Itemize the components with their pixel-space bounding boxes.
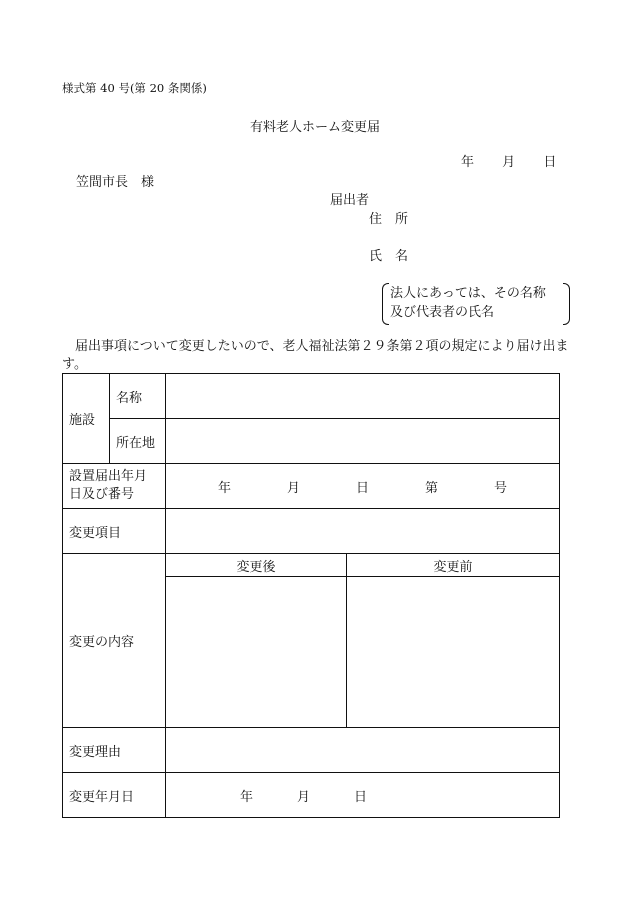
change-items-field[interactable] — [166, 509, 560, 554]
statement: 届出事項について変更したいので、老人福祉法第２９条第２項の規定により届け出ます。 — [62, 339, 569, 372]
document-title: 有料老人ホーム変更届 — [249, 120, 380, 135]
setup-number-suffix: 号 — [493, 480, 507, 496]
facility-location-field[interactable] — [166, 419, 560, 464]
notifier-label: 届出者 — [330, 193, 370, 208]
change-content-label: 変更の内容 — [63, 554, 166, 728]
table-row — [63, 419, 560, 464]
table-row — [63, 554, 560, 577]
date-day: 日 — [543, 155, 557, 170]
change-month: 月 — [297, 789, 311, 805]
setup-day: 日 — [355, 480, 369, 496]
before-field[interactable] — [347, 577, 560, 728]
form-number: 様式第 40 号(第 20 条関係) — [62, 81, 207, 95]
table-row — [63, 509, 560, 554]
setup-month: 月 — [286, 480, 300, 496]
bracket-right — [563, 283, 570, 325]
after-field[interactable] — [166, 577, 347, 728]
notification-table — [62, 373, 560, 818]
date-year: 年 — [461, 155, 475, 170]
corporation-note — [382, 283, 570, 325]
table-row — [63, 728, 560, 773]
date-line — [461, 156, 556, 169]
facility-location-label: 所在地 — [110, 419, 166, 464]
setup-year: 年 — [217, 480, 231, 496]
addressee: 笠間市長 様 — [76, 175, 155, 190]
facility-name-label: 名称 — [110, 374, 166, 419]
table-row — [63, 773, 560, 818]
change-day: 日 — [354, 789, 368, 805]
table-row — [63, 464, 560, 509]
before-header: 変更前 — [347, 554, 560, 577]
name-label: 氏 名 — [369, 249, 409, 264]
date-month: 月 — [502, 155, 516, 170]
change-date-field[interactable] — [166, 773, 560, 818]
bracket-left — [382, 283, 389, 325]
corporation-note-line-1: 法人にあっては、その名称 — [390, 286, 546, 301]
address-label: 住 所 — [369, 212, 409, 227]
after-header: 変更後 — [166, 554, 347, 577]
change-items-label: 変更項目 — [63, 509, 166, 554]
corporation-note-line-2: 及び代表者の氏名 — [390, 304, 495, 320]
setup-date-number-label: 設置届出年月日及び番号 — [63, 464, 166, 509]
change-date-label: 変更年月日 — [63, 773, 166, 818]
change-year: 年 — [240, 789, 254, 805]
change-reason-field[interactable] — [166, 728, 560, 773]
setup-date-number-field[interactable] — [166, 464, 560, 509]
facility-name-field[interactable] — [166, 374, 560, 419]
facility-label: 施設 — [63, 374, 110, 464]
setup-number-prefix: 第 — [424, 480, 438, 496]
table-row — [63, 374, 560, 419]
change-reason-label: 変更理由 — [63, 728, 166, 773]
